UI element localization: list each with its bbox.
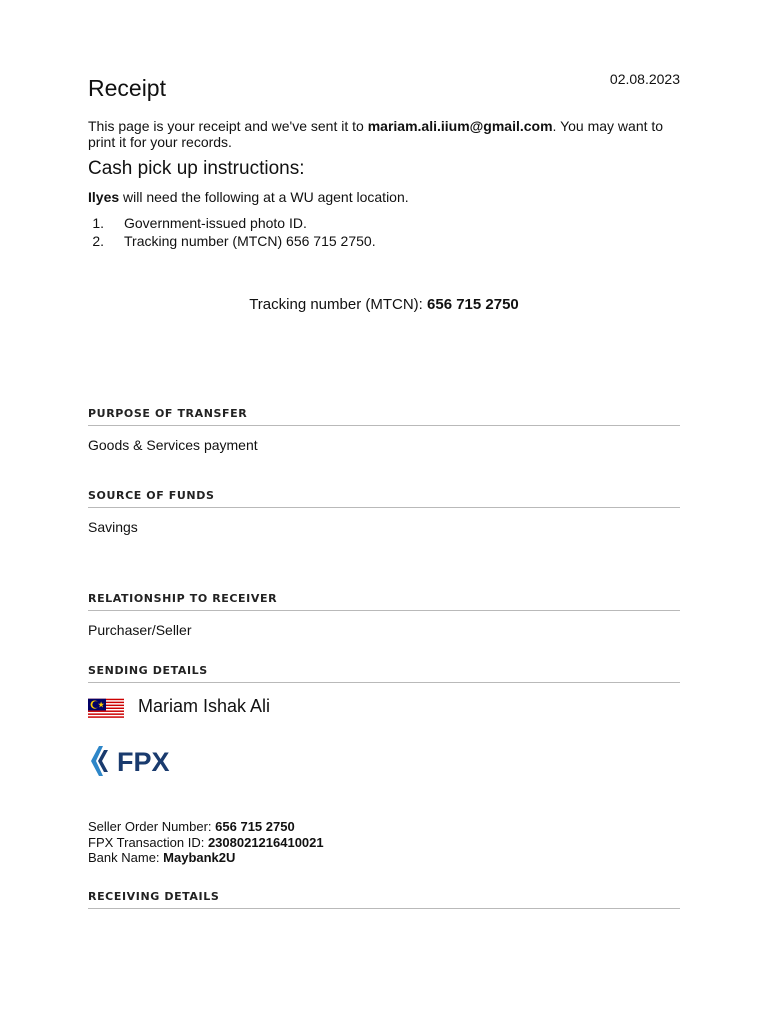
relationship-section <box>88 592 680 638</box>
fpx-logo-text: FPX <box>117 747 170 777</box>
tracking-value: 656 715 2750 <box>427 296 519 313</box>
seller-order-value: 656 715 2750 <box>215 819 295 834</box>
step-number: 2. <box>92 233 104 249</box>
fpx-transaction-label: FPX Transaction ID: <box>88 834 208 850</box>
step-text: Tracking number (MTCN) 656 715 2750. <box>124 233 376 249</box>
source-section <box>88 489 680 535</box>
section-label: PURPOSE OF TRANSFER <box>88 407 680 426</box>
sender-name: Mariam Ishak Ali <box>138 696 271 716</box>
pickup-needs-text: will need the following at a WU agent location. <box>119 189 409 205</box>
seller-order-label: Seller Order Number: <box>88 819 216 834</box>
receiving-section <box>88 890 680 909</box>
bank-name-value: Maybank2U <box>163 850 236 865</box>
section-label: SOURCE OF FUNDS <box>88 489 680 508</box>
pickup-steps <box>88 214 376 250</box>
section-label: RELATIONSHIP TO RECEIVER <box>88 592 680 611</box>
purpose-value: Goods & Services payment <box>88 437 258 453</box>
recipient-email: mariam.ali.iium@gmail.com <box>367 118 553 134</box>
fpx-logo <box>90 745 180 782</box>
intro-text-end: . You may want to print it for your records. <box>88 118 664 150</box>
intro-text: This page is your receipt and we've sent it to <box>88 118 368 134</box>
purpose-section <box>88 407 680 453</box>
payment-details <box>88 819 324 866</box>
receipt-intro <box>88 118 680 150</box>
tracking-label: Tracking number (MTCN): <box>249 296 428 313</box>
fpx-transaction-value: 2308021216410021 <box>207 834 324 850</box>
fpx-logo-icon <box>90 745 180 777</box>
fpx-transaction-row <box>88 835 324 851</box>
sending-section <box>88 664 680 683</box>
pickup-needs <box>88 189 409 205</box>
pickup-heading: Cash pick up instructions: <box>88 158 305 179</box>
bank-name-row <box>88 850 324 866</box>
relationship-value: Purchaser/Seller <box>88 622 192 638</box>
source-value: Savings <box>88 519 138 535</box>
receiver-name: Ilyes <box>88 189 120 205</box>
page-title: Receipt <box>88 75 166 101</box>
receipt-date: 02.08.2023 <box>609 71 680 87</box>
list-item <box>88 232 376 250</box>
step-text: Government-issued photo ID. <box>124 215 307 231</box>
list-item <box>88 214 376 232</box>
sender-row <box>88 694 680 724</box>
section-label: RECEIVING DETAILS <box>88 890 680 909</box>
seller-order-row <box>88 819 324 835</box>
tracking-number <box>0 296 768 313</box>
step-number: 1. <box>92 215 104 231</box>
malaysia-flag-icon <box>88 698 124 720</box>
bank-name-label: Bank Name: <box>88 850 164 865</box>
section-label: SENDING DETAILS <box>88 664 680 683</box>
